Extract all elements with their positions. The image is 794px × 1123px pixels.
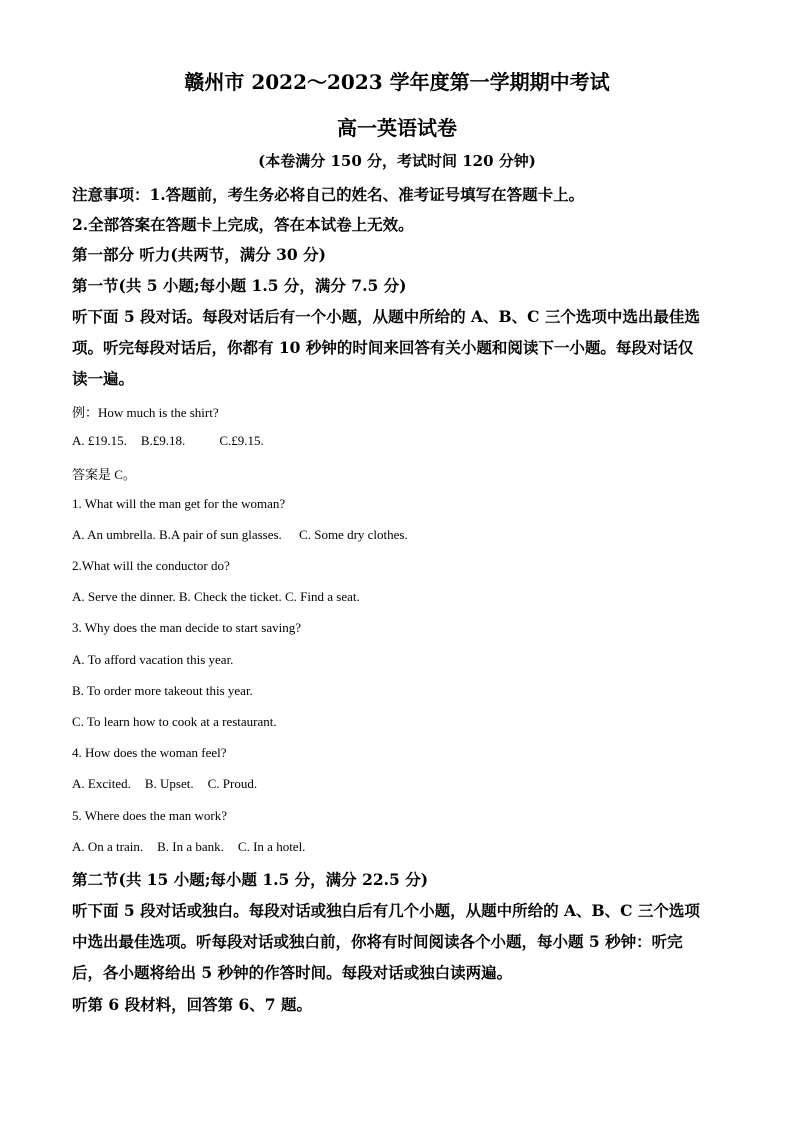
notice-line-2: 2.全部答案在答题卡上完成，答在本试卷上无效。 (72, 215, 414, 234)
notice-line-1: 注意事项：1.答题前，考生务必将自己的姓名、准考证号填写在答题卡上。 (72, 185, 585, 204)
material-6-prompt: 听第 6 段材料，回答第 6、7 题。 (72, 995, 312, 1014)
instruction-line: 听下面 5 段对话或独白。每段对话或独白后有几个小题，从题中所给的 A、B、C 三个选项 (72, 901, 700, 920)
part1-heading: 第一部分 听力(共两节，满分 30 分) (72, 245, 326, 264)
option: A. An umbrella. (72, 527, 156, 542)
question-4-options (72, 776, 257, 792)
section2-heading: 第二节(共 15 小题;每小题 1.5 分，满分 22.5 分) (72, 870, 429, 889)
option: B.£9.18. (140, 433, 186, 448)
option: B. In a bank. (157, 839, 224, 854)
question-5-options (72, 839, 305, 855)
example-answer: 答案是 C。 (72, 467, 136, 482)
question-5: 5. Where does the man work? (72, 808, 227, 823)
section1-instructions (72, 301, 720, 394)
question-3-option-b: B. To order more takeout this year. (72, 683, 253, 698)
instruction-line: 项。听完每段对话后，你都有 10 秒钟的时间来回答有关小题和阅读下一小题。每段对话仅 (72, 338, 694, 357)
instruction-line: 中选出最佳选项。听每段对话或独白前，你将有时间阅读各个小题，每小题 5 秒钟：听完 (72, 932, 683, 951)
example-options (72, 433, 264, 449)
option: A. Serve the dinner. (72, 589, 176, 604)
instruction-line: 听下面 5 段对话。每段对话后有一个小题，从题中所给的 A、B、C 三个选项中选出最佳选 (72, 307, 700, 326)
question-2: 2.What will the conductor do? (72, 558, 230, 573)
question-1: 1. What will the man get for the woman? (72, 496, 286, 511)
instruction-line: 读一遍。 (72, 369, 135, 388)
option: A. Excited. (72, 776, 131, 791)
option: C. Proud. (207, 776, 258, 791)
example-question: 例：How much is the shirt? (72, 405, 219, 420)
option: A. On a train. (72, 839, 144, 854)
exam-meta: (本卷满分 150 分，考试时间 120 分钟) (258, 152, 536, 170)
option: C.£9.15. (219, 433, 264, 448)
question-3-option-c: C. To learn how to cook at a restaurant. (72, 714, 277, 729)
exam-title: 赣州市 2022～2023 学年度第一学期期中考试 (184, 70, 610, 94)
option: C. Some dry clothes. (299, 527, 408, 542)
option: B.A pair of sun glasses. (159, 527, 282, 542)
question-4: 4. How does the woman feel? (72, 745, 227, 760)
section1-heading: 第一节(共 5 小题;每小题 1.5 分，满分 7.5 分) (72, 276, 407, 295)
option: C. Find a seat. (285, 589, 360, 604)
option: B. Upset. (144, 776, 194, 791)
instruction-line: 后，各小题将给出 5 秒钟的作答时间。每段对话或独白读两遍。 (72, 963, 513, 982)
question-3: 3. Why does the man decide to start saving? (72, 620, 302, 635)
question-2-options (72, 589, 360, 605)
exam-subtitle: 高一英语试卷 (337, 116, 457, 140)
option: C. In a hotel. (237, 839, 306, 854)
option: A. £19.15. (72, 433, 127, 448)
question-1-options (72, 527, 408, 543)
option: B. Check the ticket. (178, 589, 282, 604)
question-3-option-a: A. To afford vacation this year. (72, 652, 234, 667)
section2-instructions (72, 895, 720, 988)
